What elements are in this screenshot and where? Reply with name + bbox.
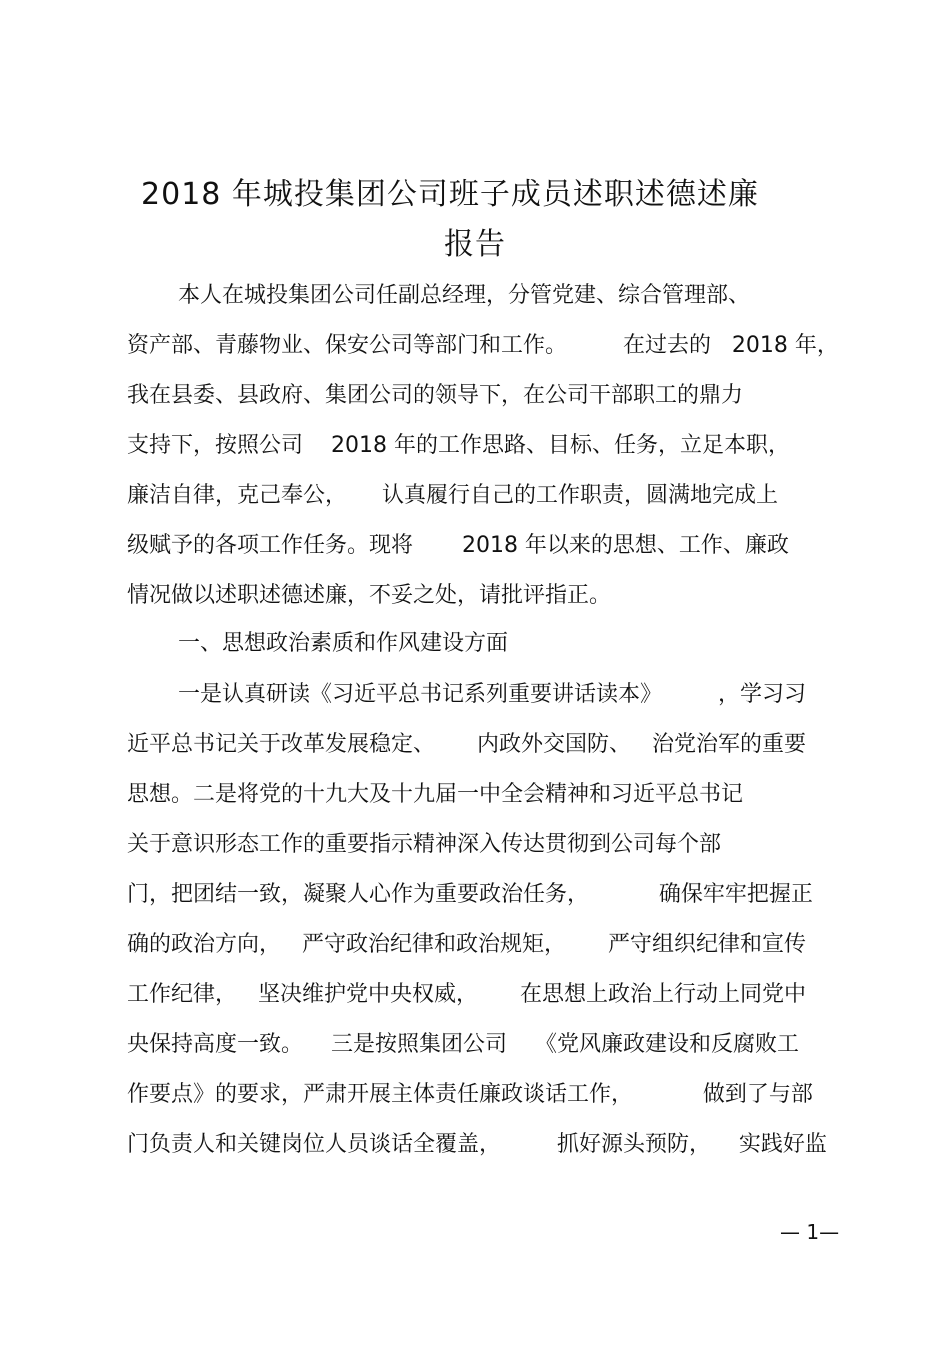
body-line: 工作纪律， 坚决维护党中央权威， 在思想上政治上行动上同党中 <box>127 982 806 1007</box>
body-line: 近平总书记关于改革发展稳定、 内政外交国防、 治党治军的重要 <box>127 732 806 757</box>
body-line: 情况做以述职述德述廉，不妥之处，请批评指正。 <box>127 583 612 608</box>
body-line: 关于意识形态工作的重要指示精神深入传达贯彻到公司每个部 <box>127 832 722 857</box>
page-number: — 1— <box>780 1220 840 1244</box>
document-title-line-2: 报告 <box>444 227 506 262</box>
body-line: 确的政治方向， 严守政治纪律和政治规矩， 严守组织纪律和宣传 <box>127 932 806 957</box>
body-line: 级赋予的各项工作任务。现将 2018 年以来的思想、工作、廉政 <box>127 533 789 558</box>
body-line: 资产部、青藤物业、保安公司等部门和工作。 在过去的 2018 年， <box>127 333 839 358</box>
body-line: 思想。二是将党的十九大及十九届一中全会精神和习近平总书记 <box>127 782 744 807</box>
body-line: 廉洁自律，克己奉公， 认真履行自己的工作职责，圆满地完成上 <box>127 483 778 508</box>
body-line: 支持下，按照公司 2018 年的工作思路、目标、任务，立足本职， <box>127 433 790 458</box>
body-line: 本人在城投集团公司任副总经理，分管党建、综合管理部、 <box>178 283 751 308</box>
body-line: 央保持高度一致。 三是按照集团公司 《党风廉政建设和反腐败工 <box>127 1032 799 1057</box>
body-line: 门负责人和关键岗位人员谈话全覆盖， 抓好源头预防， 实践好监 <box>127 1132 827 1157</box>
body-line: 作要点》的要求，严肃开展主体责任廉政谈话工作， 做到了与部 <box>127 1082 813 1107</box>
body-line: 一是认真研读《习近平总书记系列重要讲话读本》 ，学习习 <box>178 682 806 707</box>
body-line: 我在县委、县政府、集团公司的领导下，在公司干部职工的鼎力 <box>127 383 744 408</box>
body-line: 门，把团结一致，凝聚人心作为重要政治任务， 确保牢牢把握正 <box>127 882 813 907</box>
document-title-line-1: 2018 年城投集团公司班子成员述职述德述廉 <box>141 177 759 212</box>
section-heading: 一、思想政治素质和作风建设方面 <box>178 631 509 656</box>
